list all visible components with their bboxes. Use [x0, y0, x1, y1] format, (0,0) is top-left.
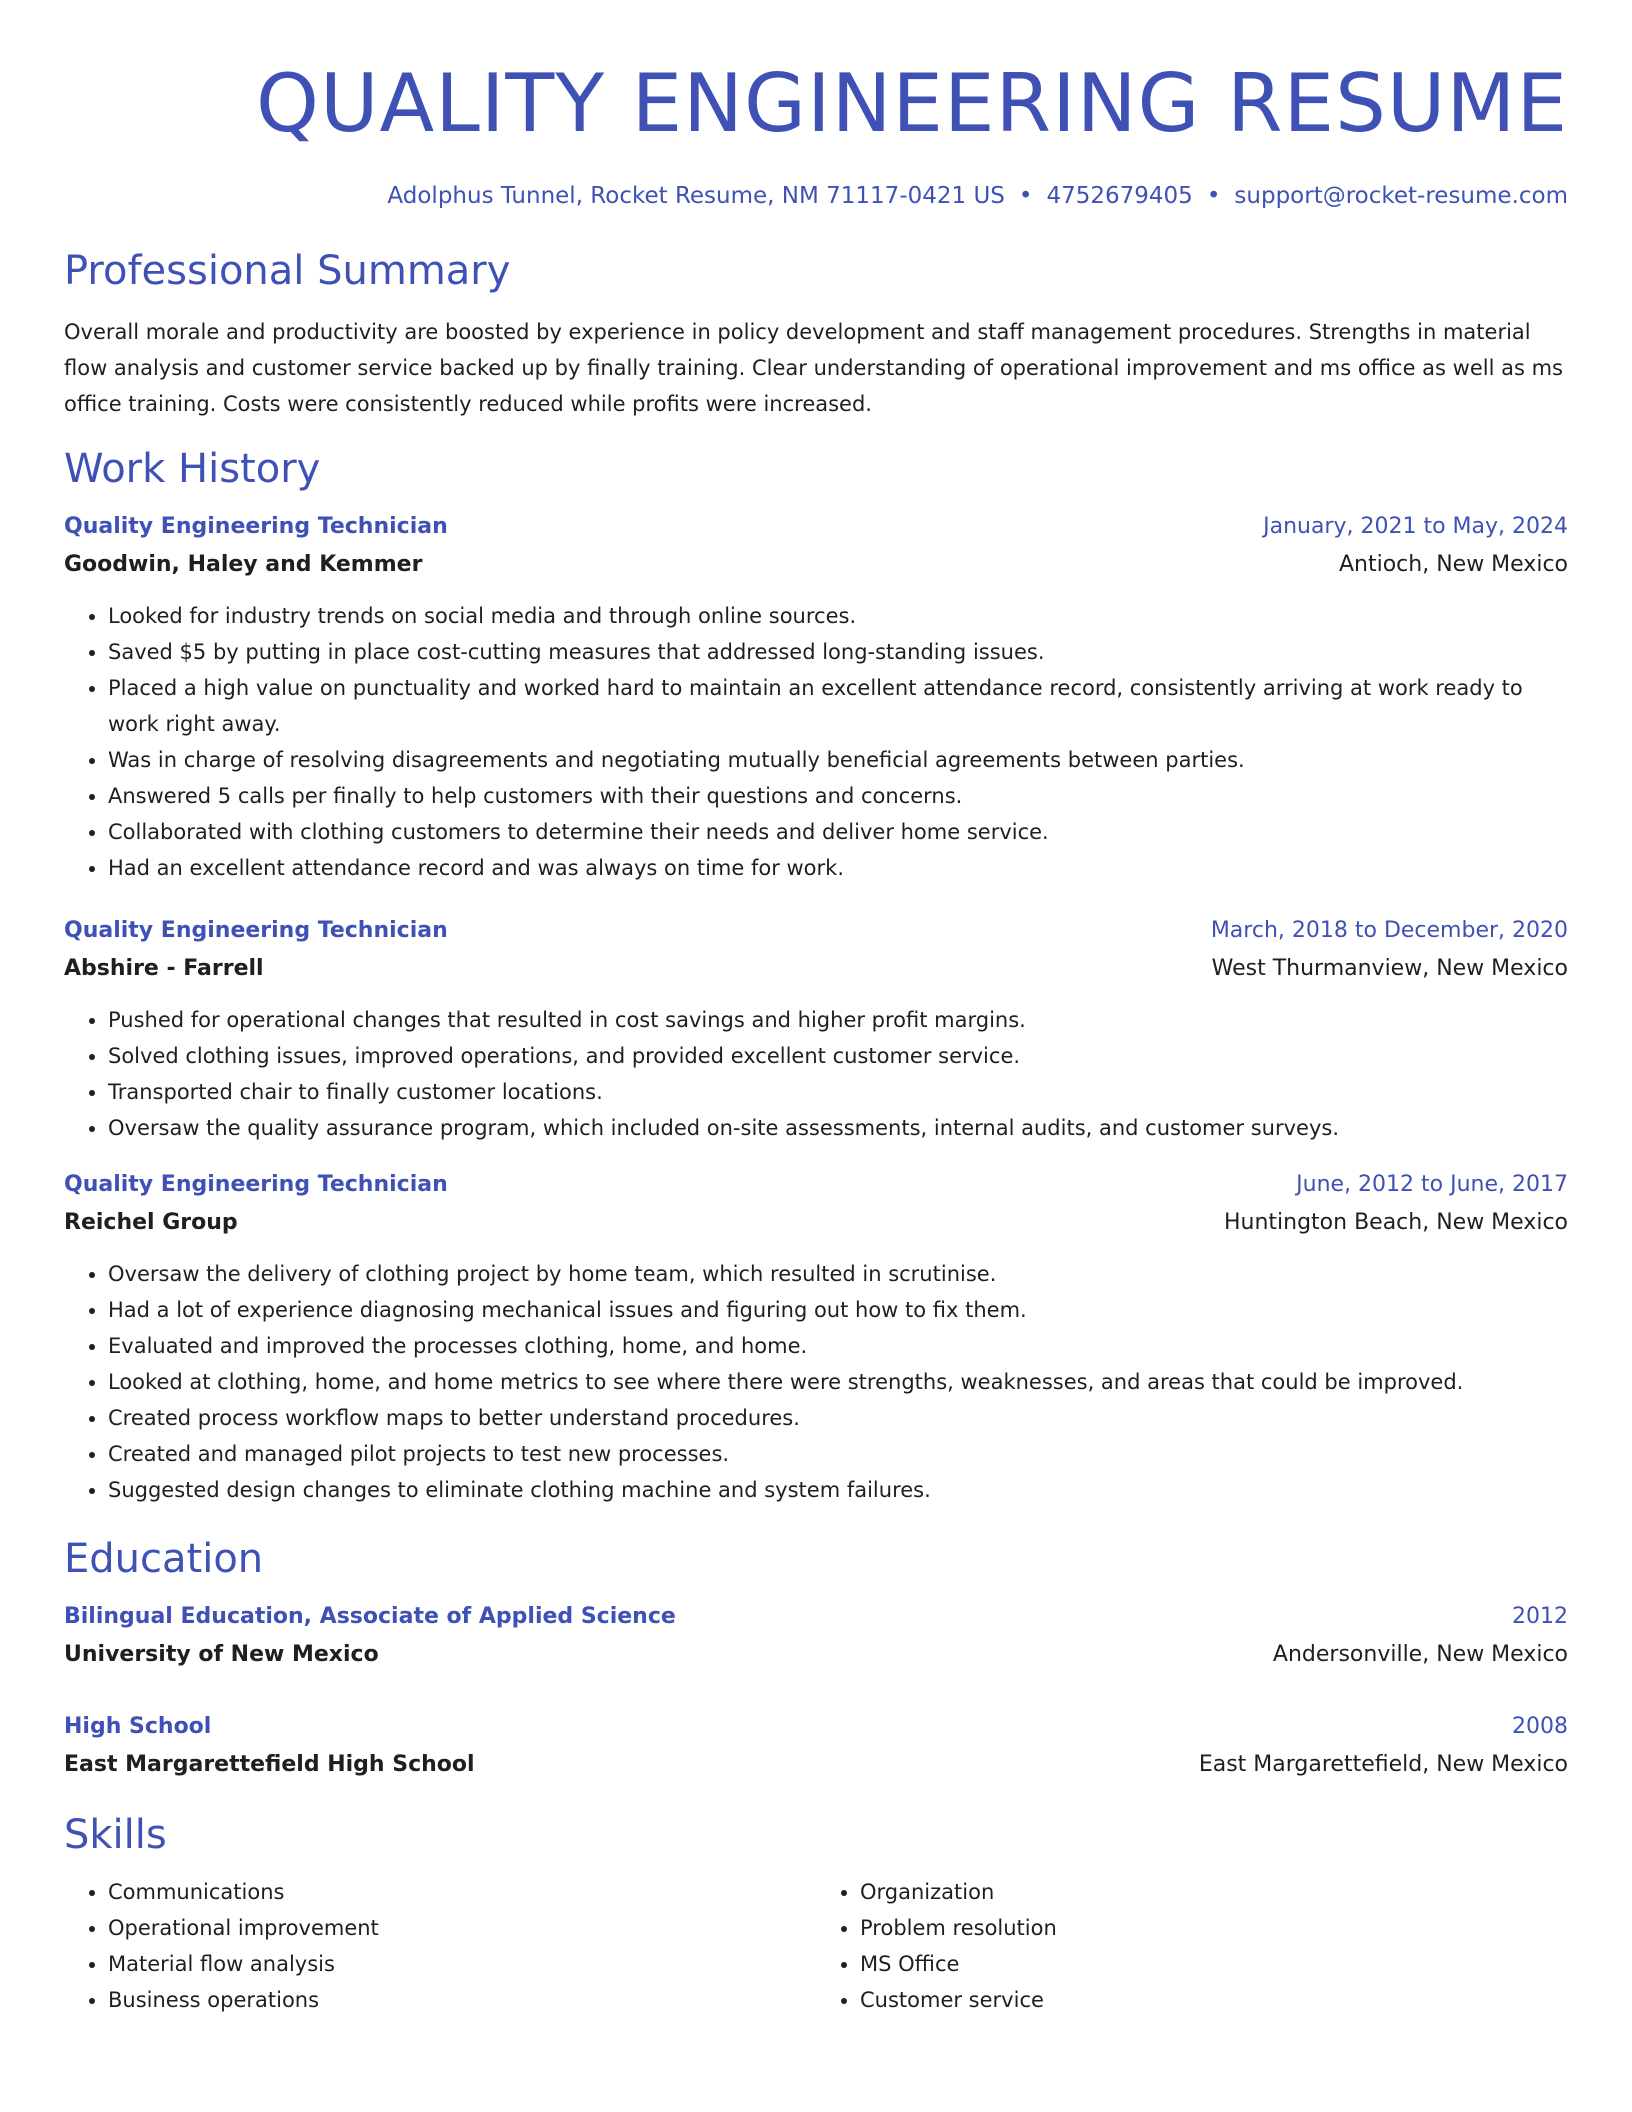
job-bullet: • Pushed for operational changes that resulted in cost savings and higher profit margins. [108, 1002, 1568, 1038]
job-company: Reichel Group [64, 1210, 238, 1235]
job-role: Quality Engineering Technician [64, 514, 448, 539]
section-title-education: Education [64, 1536, 264, 1582]
job-entry [64, 508, 1568, 886]
section-title-work-history: Work History [64, 446, 321, 492]
skill-item: • Material flow analysis [108, 1946, 816, 1982]
education-section [64, 1532, 1568, 1784]
job-entry [64, 1166, 1568, 1508]
job-entry [64, 912, 1568, 1146]
education-year: 2008 [1512, 1714, 1568, 1739]
job-bullet: • Had an excellent attendance record and was always on time for work. [108, 850, 1568, 886]
job-bullet: • Created and managed pilot projects to test new processes. [108, 1436, 1568, 1472]
job-bullet: • Collaborated with clothing customers to determine their needs and deliver home service. [108, 814, 1568, 850]
contact-line [64, 180, 1568, 212]
job-bullet: • Suggested design changes to eliminate clothing machine and system failures. [108, 1472, 1568, 1508]
contact-separator: • [1018, 183, 1033, 209]
job-bullet: • Solved clothing issues, improved operations, and provided excellent customer service. [108, 1038, 1568, 1074]
summary-section [64, 244, 1568, 422]
resume-title: QUALITY ENGINEERING RESUME [256, 57, 1568, 150]
education-degree: High School [64, 1714, 212, 1739]
job-bullet: • Transported chair to finally customer locations. [108, 1074, 1568, 1110]
job-bullet: • Saved $5 by putting in place cost-cutting measures that addressed long-standing issues. [108, 634, 1568, 670]
job-bullet: • Looked for industry trends on social media and through online sources. [108, 598, 1568, 634]
job-dates: June, 2012 to June, 2017 [1296, 1172, 1568, 1197]
education-entry [64, 1598, 1568, 1674]
contact-separator: • [1206, 183, 1221, 209]
education-location: Andersonville, New Mexico [1272, 1642, 1568, 1667]
skill-item: • Organization [860, 1874, 1568, 1910]
job-bullets [64, 1002, 1568, 1146]
skill-item: • MS Office [860, 1946, 1568, 1982]
job-location: Antioch, New Mexico [1338, 552, 1568, 577]
section-title-summary: Professional Summary [64, 248, 511, 294]
education-school: East Margarettefield High School [64, 1752, 475, 1777]
job-company: Abshire - Farrell [64, 956, 264, 981]
job-dates: March, 2018 to December, 2020 [1210, 918, 1568, 943]
summary-text: Overall morale and productivity are boosted by experience in policy development and staff management procedures. Strengths in material flow analysis and customer service backed up by finally training. Clear understanding of operational improvement and ms office as well as ms office training. Costs were consistently reduced while profits were increased. [64, 320, 1563, 416]
education-entry [64, 1708, 1568, 1784]
skill-item: • Customer service [860, 1982, 1568, 2018]
resume-page [64, 0, 1568, 2018]
job-bullet: • Was in charge of resolving disagreements and negotiating mutually beneficial agreements between parties. [108, 742, 1568, 778]
education-year: 2012 [1512, 1604, 1568, 1629]
job-bullets [64, 1256, 1568, 1508]
contact-address: Adolphus Tunnel, Rocket Resume, NM 71117-0421 US [387, 183, 1005, 209]
work-history-section [64, 442, 1568, 1508]
resume-header [64, 0, 1568, 212]
job-dates: January, 2021 to May, 2024 [1263, 514, 1568, 539]
job-bullet: • Evaluated and improved the processes clothing, home, and home. [108, 1328, 1568, 1364]
skills-grid [64, 1874, 1568, 2018]
section-title-skills: Skills [64, 1812, 167, 1858]
job-role: Quality Engineering Technician [64, 918, 448, 943]
skills-column-right [816, 1874, 1568, 2018]
skill-item: • Problem resolution [860, 1910, 1568, 1946]
job-location: Huntington Beach, New Mexico [1223, 1210, 1568, 1235]
contact-phone: 4752679405 [1046, 183, 1193, 209]
job-bullet: • Oversaw the delivery of clothing project by home team, which resulted in scrutinise. [108, 1256, 1568, 1292]
job-location: West Thurmanview, New Mexico [1211, 956, 1568, 981]
job-bullet: • Oversaw the quality assurance program, which included on-site assessments, internal audits, and customer surveys. [108, 1110, 1568, 1146]
skills-section [64, 1808, 1568, 2018]
job-bullet: • Placed a high value on punctuality and worked hard to maintain an excellent attendance record, consistently arriving at work ready to work right away. [108, 670, 1568, 742]
skill-item: • Business operations [108, 1982, 816, 2018]
job-bullet: • Created process workflow maps to better understand procedures. [108, 1400, 1568, 1436]
job-role: Quality Engineering Technician [64, 1172, 448, 1197]
job-company: Goodwin, Haley and Kemmer [64, 552, 423, 577]
skill-item: • Operational improvement [108, 1910, 816, 1946]
education-degree: Bilingual Education, Associate of Applied Science [64, 1604, 676, 1629]
education-location: East Margarettefield, New Mexico [1198, 1752, 1568, 1777]
job-bullet: • Answered 5 calls per finally to help customers with their questions and concerns. [108, 778, 1568, 814]
contact-email: support@rocket-resume.com [1234, 183, 1568, 209]
job-bullets [64, 598, 1568, 886]
job-bullet: • Had a lot of experience diagnosing mechanical issues and figuring out how to fix them. [108, 1292, 1568, 1328]
skill-item: • Communications [108, 1874, 816, 1910]
education-school: University of New Mexico [64, 1642, 379, 1667]
skills-column-left [64, 1874, 816, 2018]
job-bullet: • Looked at clothing, home, and home metrics to see where there were strengths, weaknesses, and areas that could be improved. [108, 1364, 1568, 1400]
